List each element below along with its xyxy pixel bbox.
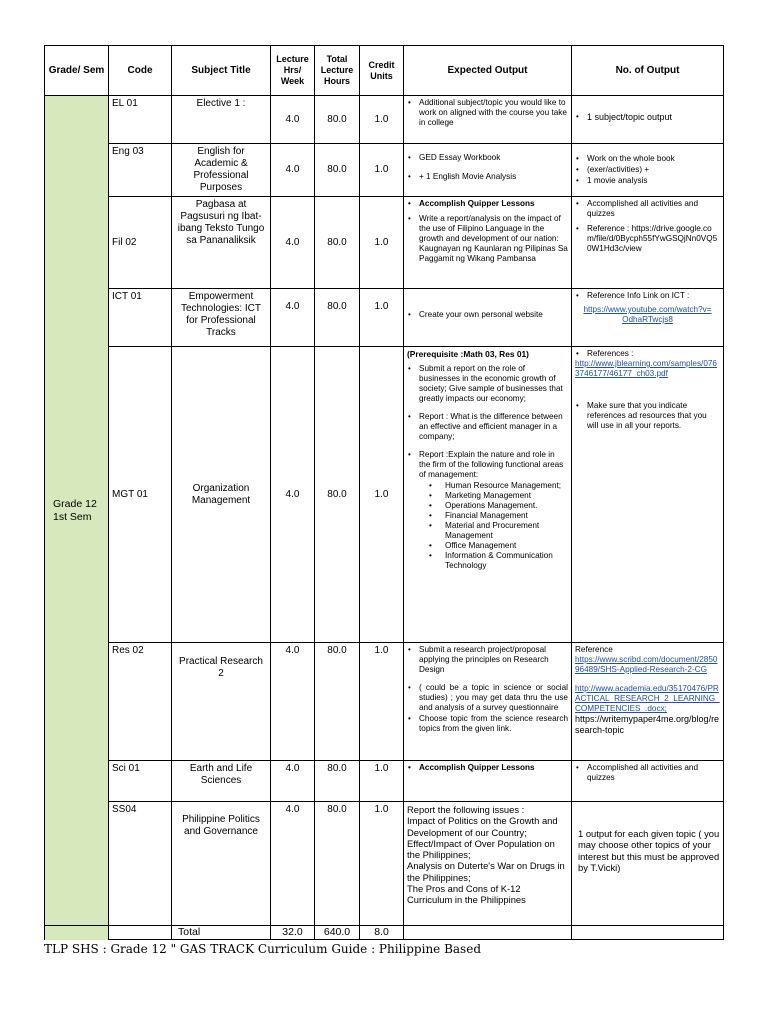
subject-title: Elective 1 :: [172, 96, 271, 144]
output-count: [572, 197, 724, 289]
output-count: [572, 347, 724, 643]
total-hours: 80.0: [315, 289, 360, 347]
list-item: • Financial Management: [445, 511, 568, 521]
total-code-spacer: [109, 926, 172, 940]
total-hours: 640.0: [315, 926, 360, 940]
header-row: [45, 46, 724, 96]
table-row: [45, 96, 724, 144]
res-reference-link-1[interactable]: https://www.scribd.com/document/285096489/SHS-Applied-Research-2-CG: [575, 655, 718, 674]
expected-output: [404, 643, 572, 761]
subject-title: Pagbasa at Pagsusuri ng Ibat-ibang Teksto Tungo sa Pananaliksik: [172, 197, 271, 289]
total-hours: 80.0: [315, 761, 360, 802]
table-row: [45, 347, 724, 643]
list-item: • Accomplished all activities and quizzes: [585, 199, 720, 219]
ict-reference-link[interactable]: https://www.youtube.com/watch?v=OdhaRTwcjs8: [583, 305, 712, 324]
subject-code: ICT 01: [109, 289, 172, 347]
expected-output: [404, 197, 572, 289]
total-output-spacer: [572, 926, 724, 940]
subject-code: Fil 02: [109, 197, 172, 289]
ss-output-text: 1 output for each given topic ( you may choose other topics of your interest but this must be approved by T.Vicki): [578, 828, 720, 873]
subject-code: EL 01: [109, 96, 172, 144]
subject-code: MGT 01: [109, 347, 172, 643]
table-row: [45, 802, 724, 926]
list-item: • Information & Communication Technology: [445, 551, 568, 571]
header-subject: Subject Title: [172, 46, 271, 96]
grade-cell: [45, 96, 109, 926]
credit-units: 1.0: [360, 802, 404, 926]
subject-title: Empowerment Technologies: ICT for Professional Tracks: [172, 289, 271, 347]
list-item: • Make sure that you indicate references ad resources that you will use in all your reports.: [585, 401, 720, 431]
total-hours: 80.0: [315, 197, 360, 289]
table-row: [45, 761, 724, 802]
subject-code: Sci 01: [109, 761, 172, 802]
output-count: [572, 289, 724, 347]
credit-units: 1.0: [360, 197, 404, 289]
lecture-hrs: 4.0: [271, 197, 315, 289]
list-item: • Accomplished all activities and quizzes: [585, 763, 720, 783]
res-reference-text: https://writemypaper4me.org/blog/research-topic: [575, 714, 720, 735]
list-item: • Accomplish Quipper Lessons: [417, 199, 568, 209]
total-label: Total: [172, 926, 271, 940]
total-hours: 80.0: [315, 347, 360, 643]
subject-code: SS04: [109, 802, 172, 926]
header-code: Code: [109, 46, 172, 96]
subject-title: Philippine Politics and Governance: [172, 802, 271, 926]
list-item: • Work on the whole book: [585, 154, 720, 164]
list-item: • Create your own personal website: [417, 310, 568, 320]
expected-output: [404, 96, 572, 144]
lecture-hrs: 4.0: [271, 643, 315, 761]
credit-units: 1.0: [360, 347, 404, 643]
list-item: • Human Resource Management;: [445, 481, 568, 491]
grade-label: Grade 12: [53, 497, 97, 510]
list-item: • + 1 English Movie Analysis: [417, 172, 568, 182]
list-item: • Write a report/analysis on the impact of the use of Filipino Language in the growth and development of our nation: Kaugnayan ng Kaunlaran ng Pilipinas Sa Paggamit ng Wikang Pambansa: [417, 214, 568, 264]
list-item: • Submit a research project/proposal applying the principles on Research Design: [417, 645, 568, 675]
expected-output: [404, 347, 572, 643]
expected-output: [404, 144, 572, 197]
subject-code: Eng 03: [109, 144, 172, 197]
credit-units: 1.0: [360, 761, 404, 802]
lecture-hrs: 4.0: [271, 761, 315, 802]
total-units: 8.0: [360, 926, 404, 940]
list-item: • ( could be a topic in science or social studies) ; you may get data thru the use and analysis of a survey questionnaire: [417, 683, 568, 713]
issue-line: Analysis on Duterte's War on Drugs in the Philippines;: [407, 860, 565, 883]
header-grade: Grade/ Sem: [45, 46, 109, 96]
list-item: • 1 subject/topic output: [585, 112, 720, 123]
list-item: • Report : What is the difference between an effective and efficient manager in a company;: [417, 412, 568, 442]
expected-output: [404, 802, 572, 926]
list-item: • (exer/activities) +: [585, 165, 720, 175]
curriculum-table: [44, 45, 724, 940]
total-row: [45, 926, 724, 940]
list-item: • Submit a report on the role of businesses in the economic growth of society; Give sample of businesses that greatly impacts our economy;: [417, 364, 568, 404]
subject-title: Earth and Life Sciences: [172, 761, 271, 802]
output-count: [572, 144, 724, 197]
list-item: • Choose topic from the science research topics from the given link.: [417, 714, 568, 734]
sem-label: 1st Sem: [53, 510, 92, 523]
expected-output: [404, 761, 572, 802]
list-item: • 1 movie analysis: [585, 176, 720, 186]
list-item: • Office Management: [445, 541, 568, 551]
credit-units: 1.0: [360, 96, 404, 144]
res-reference-label: Reference: [575, 645, 613, 654]
list-item: [417, 450, 568, 571]
list-item: • Additional subject/topic you would like to work on aligned with the course you take in college: [417, 98, 568, 128]
res-reference-link-2[interactable]: http://www.academia.edu/35170476/PRACTICAL_RESEARCH_2_LEARNING_COMPETENCIES_.docx;: [575, 684, 720, 713]
output-count: [572, 96, 724, 144]
list-item: • Material and Procurement Management: [445, 521, 568, 541]
list-item: • Reference Info Link on ICT :: [585, 291, 720, 301]
subject-title: Organization Management: [172, 347, 271, 643]
lecture-hrs: 4.0: [271, 347, 315, 643]
mgt-reference-link[interactable]: http://www.jblearning.com/samples/0763746177/46177_ch03.pdf: [575, 359, 717, 378]
issue-line: Report the following issues :: [407, 804, 525, 815]
lecture-hrs: 4.0: [271, 802, 315, 926]
header-num-output: No. of Output: [572, 46, 724, 96]
total-hours: 80.0: [315, 643, 360, 761]
credit-units: 1.0: [360, 643, 404, 761]
total-hours: 80.0: [315, 144, 360, 197]
header-lecture-hrs: Lecture Hrs/ Week: [271, 46, 315, 96]
credit-units: 1.0: [360, 144, 404, 197]
total-hours: 80.0: [315, 802, 360, 926]
lecture-hrs: 4.0: [271, 96, 315, 144]
footer-caption: TLP SHS : Grade 12 " GAS TRACK Curriculum Guide : Philippine Based: [44, 942, 481, 956]
issue-line: Effect/Impact of Over Population on the Philippines;: [407, 837, 555, 861]
table-row: [45, 643, 724, 761]
credit-units: 1.0: [360, 289, 404, 347]
subject-title: English for Academic & Professional Purposes: [172, 144, 271, 197]
list-item: • Accomplish Quipper Lessons: [417, 763, 568, 773]
functional-areas-intro: Report :Explain the nature and role in the firm of the following functional areas of management:: [419, 450, 564, 480]
table-row: [45, 289, 724, 347]
lecture-hrs: 4.0: [271, 289, 315, 347]
table-row: [45, 197, 724, 289]
list-item: • Reference : https://drive.google.com/file/d/0Bycph55fYwGSQjNn0VQ50W1Hd3c/view: [585, 224, 720, 254]
total-lecture-hrs: 32.0: [271, 926, 315, 940]
list-item: • Marketing Management: [445, 491, 568, 501]
subject-code: Res 02: [109, 643, 172, 761]
grade-spacer: [45, 926, 109, 940]
prerequisite: (Prerequisite :Math 03, Res 01): [407, 349, 529, 359]
list-item: • GED Essay Workbook: [417, 153, 568, 163]
output-count: [572, 761, 724, 802]
issue-line: Impact of Politics on the Growth and Development of our Country;: [407, 815, 558, 838]
list-item: • References :: [585, 349, 720, 359]
subject-title: Practical Research 2: [172, 643, 271, 761]
lecture-hrs: 4.0: [271, 144, 315, 197]
total-hours: 80.0: [315, 96, 360, 144]
header-total-hours: Total Lecture Hours: [315, 46, 360, 96]
output-count: [572, 643, 724, 761]
table-row: [45, 144, 724, 197]
total-expected-spacer: [404, 926, 572, 940]
header-expected: Expected Output: [404, 46, 572, 96]
expected-output: [404, 289, 572, 347]
header-credit: Credit Units: [360, 46, 404, 96]
output-count: [572, 802, 724, 926]
list-item: • Operations Management.: [445, 501, 568, 511]
issue-line: The Pros and Cons of K-12 Curriculum in the Philippines: [407, 882, 526, 906]
